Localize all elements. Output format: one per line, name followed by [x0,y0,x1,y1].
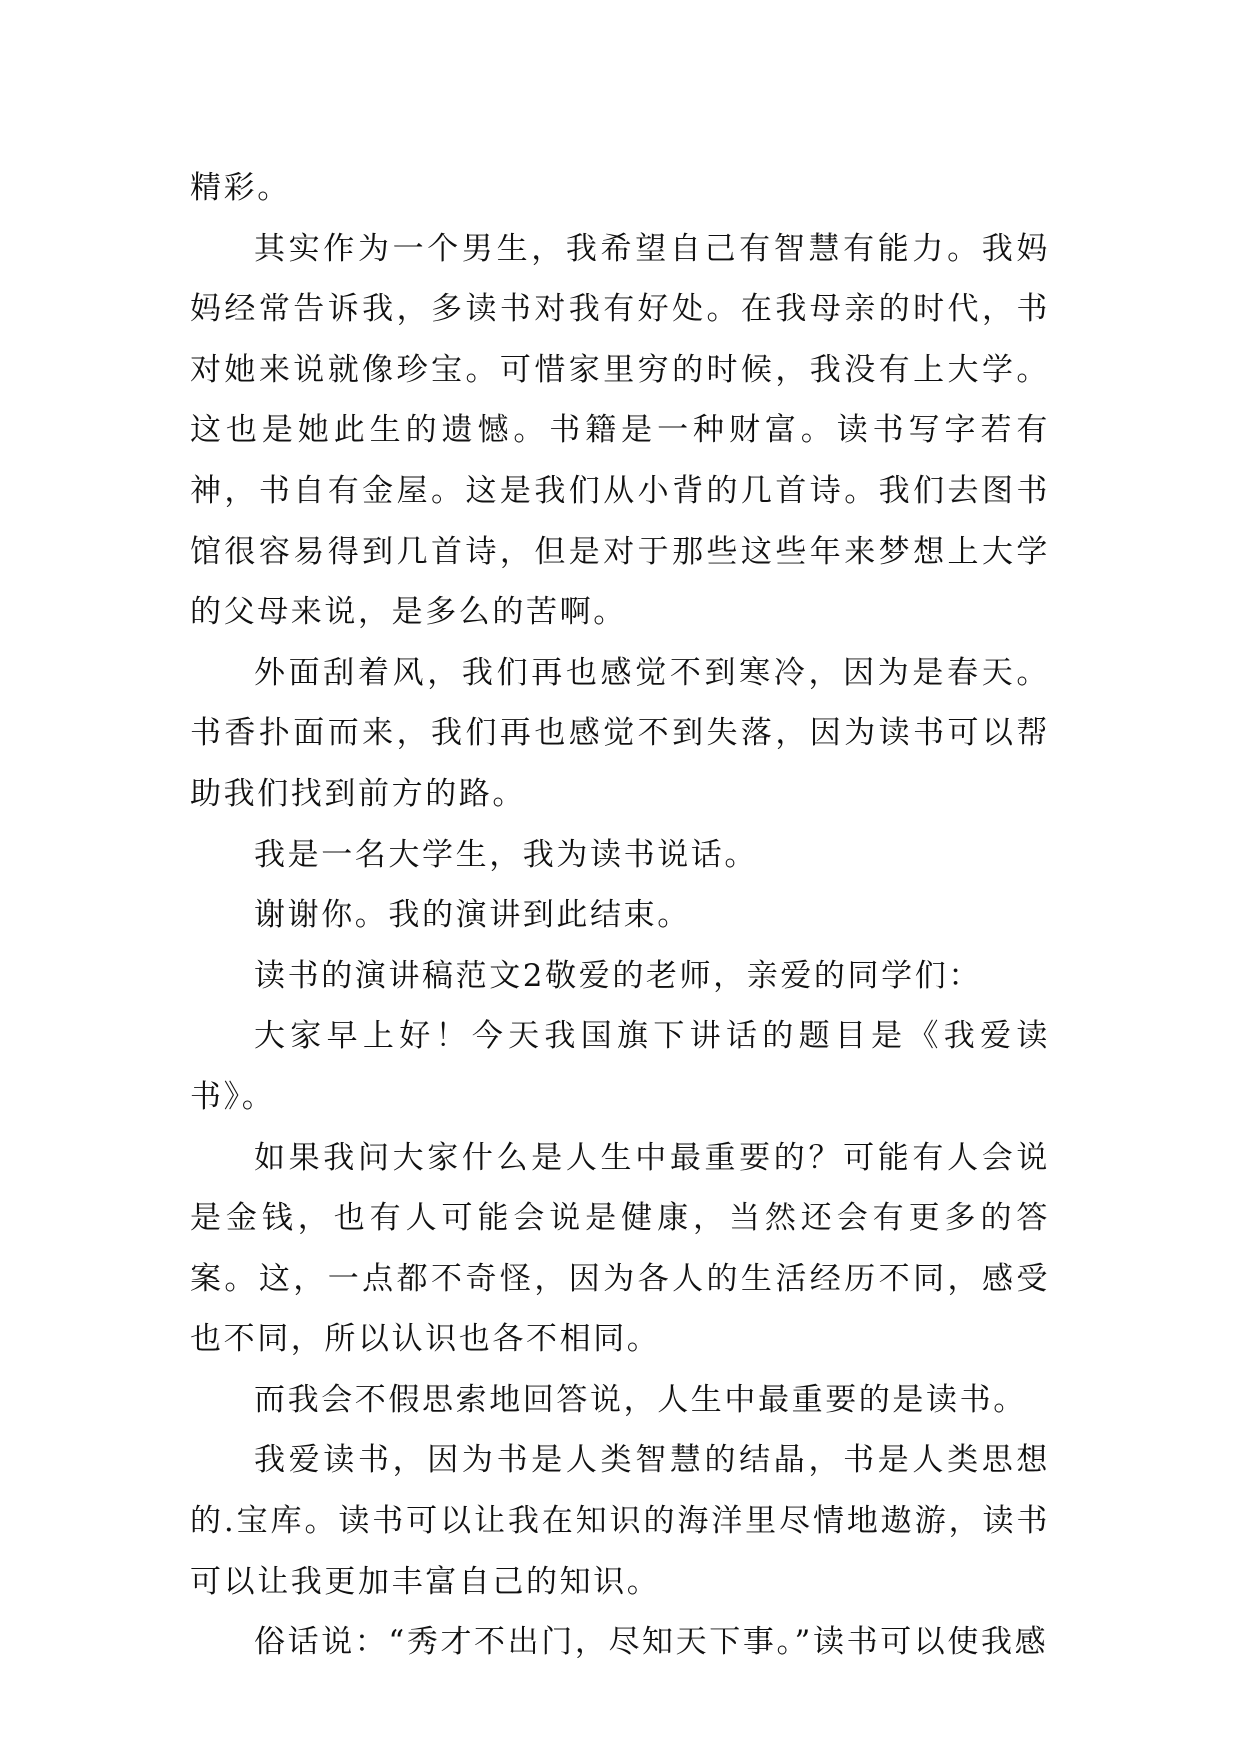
paragraph-thanks: 谢谢你。我的演讲到此结束。 [254,897,691,934]
paragraph-proverb: 俗话说：“秀才不出门，尽知天下事。”读书可以使我感 [254,1624,1049,1661]
paragraph-speech-2-heading: 读书的演讲稿范文2敬爱的老师，亲爱的同学们： [254,957,982,994]
paragraph-answer: 而我会不假思索地回答说，人生中最重要的是读书。 [254,1381,1027,1418]
paragraph-love-reading: 我爱读书，因为书是人类智慧的结晶，书是人类思想的.宝库。读书可以让我在知识的海洋里尽情地遨游，读书可以让我更加丰富自己的知识。 [190,1442,1050,1600]
paragraph-mother-story: 其实作为一个男生，我希望自己有智慧有能力。我妈妈经常告诉我，多读书对我有好处。在我母亲的时代，书对她来说就像珍宝。可惜家里穷的时候，我没有上大学。这也是她此生的遗憾。书籍是一种财富。读书写字若有神，书自有金屋。这是我们从小背的几首诗。我们去图书馆很容易得到几首诗，但是对于那些这些年来梦想上大学的父母来说，是多么的苦啊。 [190,230,1050,631]
paragraph-continuation: 精彩。 [190,170,291,206]
paragraph-most-important: 如果我问大家什么是人生中最重要的？可能有人会说是金钱，也有人可能会说是健康，当然还会有更多的答案。这，一点都不奇怪，因为各人的生活经历不同，感受也不同，所以认识也各不相同。 [190,1139,1050,1358]
paragraph-spring-wind: 外面刮着风，我们再也感觉不到寒冷，因为是春天。书香扑面而来，我们再也感觉不到失落，因为读书可以帮助我们找到前方的路。 [190,654,1050,812]
paragraph-college-student: 我是一名大学生，我为读书说话。 [254,836,758,873]
paragraph-greeting: 大家早上好！今天我国旗下讲话的题目是《我爱读书》。 [190,1018,1050,1115]
document-body [190,158,1050,1673]
